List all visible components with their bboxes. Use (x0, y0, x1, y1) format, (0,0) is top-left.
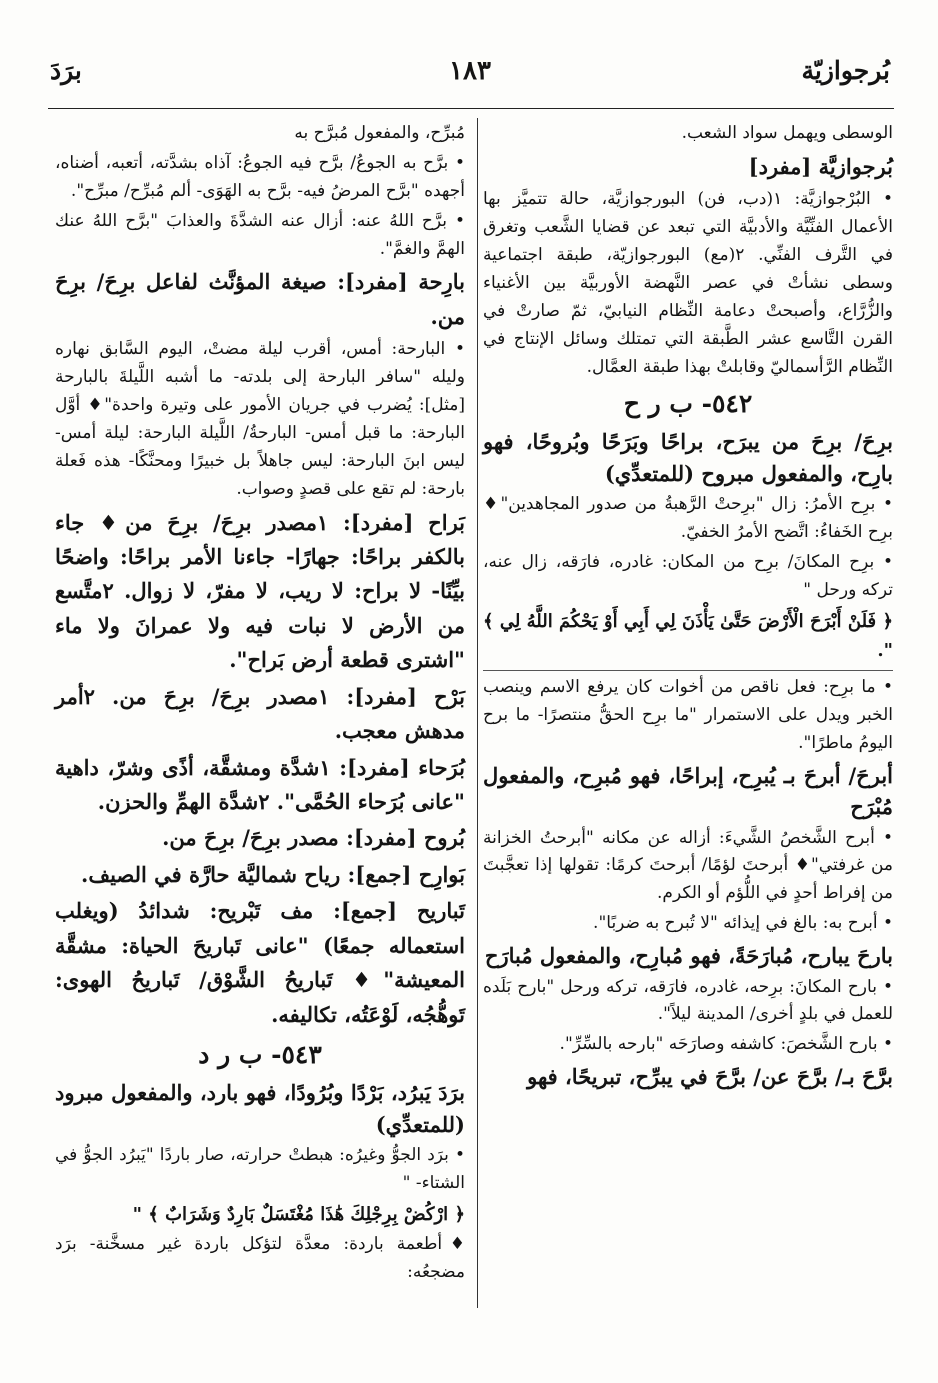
definition-text: ♦أطعمة باردة: معدَّة لتؤكل باردة غير مسخَّنة- برَد مضجعُه: (55, 1234, 465, 1283)
headword-entry: بَراح [مفرد]: ١مصدر برِحَ/ برِحَ من♦ جاء بالكفر براحًا: جهارًا- جاءنا الأمر براحًا: واضحًا بيِّنًا- لا براح: لا ريب، لا مفرّ، لا زوال. ٢متَّسع من الأرض لا نبات فيه ولا عمرانَ ولا ماء "اشترى قطعة أرض بَراح". (55, 509, 466, 673)
definition-text: • البارحة: أمس، أقرب ليلة مضتْ، اليوم السَّابق نهاره وليله "سافر البارحة إلى بلدته- ما أشبه اللَّيلةَ بالبارحة [مثل]: يُضرب في جريان الأمور على وتيرة واحدة"♦ أوَّل البارحة: ما قبل أمس- البارحةُ/ اللَّيلة البارحة: ليلة أمس- ليس ابنَ البارحة: ليس جاهلاً بل خبيرًا ومحنَّكًا- هذه فَعلة بارحة: لم تقع على قصدٍ وصواب. (55, 339, 465, 499)
separator-line (483, 670, 893, 671)
definition-text: مُبرِّح، والمفعول مُبرَّح به (294, 123, 465, 143)
definition-text: • برَّح اللهُ عنه: أزال عنه الشدَّةَ والعذابَ "برَّح اللهُ عنك الهمَّ والغمَّ". (55, 210, 465, 259)
header-rule (48, 108, 894, 109)
verb-entry: أبرحَ/ أبرحَ بـ يُبرِح، إبراحًا، فهو مُبرِح، والمفعول مُبْرَح (483, 762, 893, 820)
running-head-last-word: برَدَ (50, 56, 82, 85)
definition-text: • برَّح به الجوعُ/ برَّح فيه الجوعُ: آذاه بشدَّته، أتعبه، أضناه، أجهده "برَّح المرضُ فيه- برَّح به الهَوَى- ألم مُبرِّح/ مبرِّح". (55, 152, 465, 201)
verb-entry: برِحَ/ برِحَ من يبرَح، براحًا وبَرَحًا وبُروحًا، فهو بارِح، والمفعول مبروح (للمتعدِّي) (483, 429, 893, 486)
page-header (50, 56, 890, 96)
quran-quote: ﴿ فَلَنْ أَبْرَحَ الْأَرْضَ حَتَّىٰ يَأْذَنَ لِي أَبِي أَوْ يَحْكُمَ اللَّهُ لِي ﴾ ". (483, 610, 893, 662)
definition-text: • البُرْجوازيَّة: ١(دب، فن) البورجوازيَّة، حالة تتميَّز بها الأعمال الفنِّيَّة والأدبيَّة التي تبعد عن قضايا الشَّعب وتغرق في التَّرف الفنِّي. ٢(مع) البورجوازيّة، طبقة اجتماعية وسطى نشأتْ في عصر النَّهضة الأوربيَّة بين الأغنياء والزُّرَّاع، وأصبحتْ دعامة النِّظام النيابيّ، ثمّ صارتْ في القرن التَّاسع عشر الطَّبقة التي تمتلك وسائل الإنتاج في النِّظام الرَّأسماليّ وقابلتْ بهذا طبقة العمَّال. (483, 189, 894, 377)
definition-text: • برِح الأمرُ: زال "برِحتْ الرَّهبةُ من صدور المجاهدين"♦ برِح الخَفاءُ: اتَّضح الأمرُ الخفيّ. (483, 494, 893, 543)
headword-entry: بُروح [مفرد]: مصدر برِحَ/ برِحَ من. (162, 825, 465, 851)
definition-text: الوسطى ويهمل سواد الشعب. (681, 123, 893, 143)
running-head-first-word: بُرجوازيّة (801, 56, 890, 85)
quran-quote: ﴿ ارْكُضْ بِرِجْلِكَ هَٰذَا مُغْتَسَلٌ بَارِدٌ وَشَرَابٌ ﴾ " (132, 1203, 465, 1225)
verb-entry: برَّحَ بـ/ برَّحَ عن/ برَّحَ في يبرِّح، تبريحًا، فهو (527, 1064, 893, 1090)
headword-entry: بُرجوازيَّة [مفرد] (748, 153, 893, 179)
headword-entry: بَرْح [مفرد]: ١مصدر برِحَ/ برِحَ من. ٢أمر مدهش معجب. (55, 683, 466, 744)
verb-entry: بارحَ يبارح، مُبارَحَةً، فهو مُبارِح، والمفعول مُبارَح (484, 943, 893, 969)
definition-text: • أبرح الشَّخصُ الشَّيءَ: أزاله عن مكانه "أبرحتُ الخزانة من غرفتي"♦ أبرحتَ لؤمًا/ أبرحتَ كرمًا: تقولها إذا تعجَّبتَ من إفراط أحدٍ في اللُّؤم أو الكرم. (483, 827, 893, 904)
definition-text: • أبرح به: بالغ في إيذائه "لا تُبرح به ضربًا". (593, 913, 893, 934)
definition-text: • بارح المكانَ: برِحه، غادره، فارَقه، تركه ورحل "بارح بَلَده للعمل في بلدٍ أخرى/ المدينة ليلاً". (483, 976, 893, 1025)
verb-entry: برَدَ يَبرُد، بَرْدًا وبُرُودًا، فهو بارد، والمفعول مبرود (للمتعدِّي) (55, 1080, 465, 1137)
definition-text: • ما برِح: فعل ناقص من أخوات كان يرفع الاسم وينصب الخبر ويدل على الاستمرار "ما برِح الحقُّ منتصرًا- ما برح اليومُ ماطرًا". (483, 676, 893, 753)
root-heading: ٥٤٣- ب ر د (198, 1040, 322, 1070)
page-number: ١٨٣ (449, 56, 491, 86)
headword-entry: تَباريح [جمع]: مف تَبْريح: شدائدُ (ويغلب استعماله جمعًا) "عانى تَباريحَ الحياة: مشقَّة المعيشة"♦ تَباريحُ الشَّوْق/ تَباريحُ الهوى: تَوهُّجُه، لَوْعَتُه، تكاليفه. (55, 898, 465, 1027)
column-divider (477, 118, 478, 1308)
headword-entry: بارِحة [مفرد]: صيغة المؤنَّث لفاعل برِحَ/ برِحَ من. (55, 269, 465, 329)
definition-text: • برَد الجوُّ وغيرُه: هبطتْ حرارته، صار باردًا "يَبرُد الجوُّ في الشتاء- " (55, 1145, 465, 1193)
right-column (483, 120, 893, 1095)
headword-entry: بَوارِح [جمع]: رياح شماليَّة حارَّة في الصيف. (81, 861, 465, 887)
root-heading: ٥٤٢- ب ر ح (623, 389, 753, 419)
left-column (55, 120, 465, 1289)
definition-text: • بارح الشَّخصَ: كاشفه وصارَحَه "بارحه بالسِّرِّ". (559, 1034, 893, 1055)
definition-text: • برِح المكانَ/ برِح من المكان: غادره، فارَقه، زال عنه، تركه ورحل " (483, 552, 893, 601)
headword-entry: بُرَحاء [مفرد]: ١شدَّة ومشقَّة، أذًى وشرّ، داهية "عانى بُرَحاء الحُمَّى". ٢شدَّة الهمِّ والحزن. (55, 754, 465, 814)
